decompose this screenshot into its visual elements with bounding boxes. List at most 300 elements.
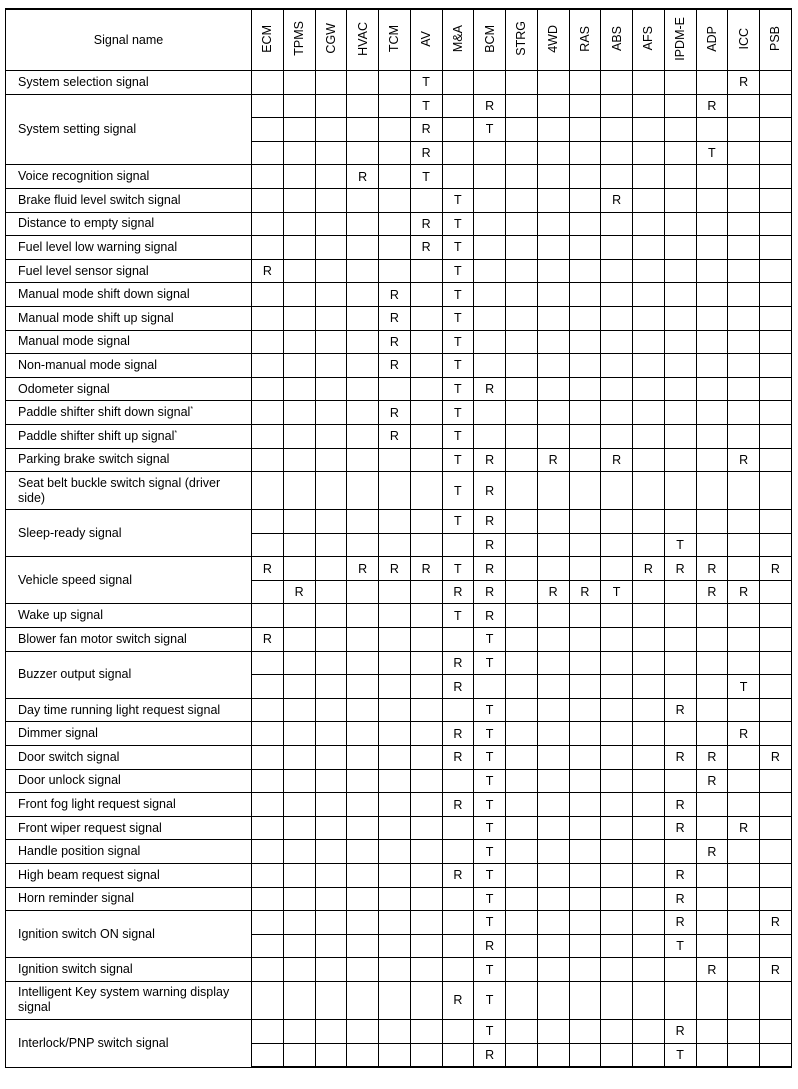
signal-cell: [601, 510, 633, 534]
signal-cell: [347, 424, 379, 448]
signal-cell: [252, 354, 284, 378]
signal-cell: T: [474, 840, 506, 864]
signal-cell: [569, 401, 601, 425]
signal-cell: [601, 1019, 633, 1043]
signal-cell: [379, 141, 411, 165]
signal-cell: [696, 651, 728, 675]
signal-cell: [569, 424, 601, 448]
signal-cell: [569, 1019, 601, 1043]
signal-cell: [506, 448, 538, 472]
signal-cell: [760, 840, 792, 864]
signal-cell: [664, 424, 696, 448]
signal-cell: [601, 958, 633, 982]
signal-cell: R: [696, 840, 728, 864]
signal-cell: R: [760, 557, 792, 581]
signal-cell: [506, 864, 538, 888]
signal-cell: [283, 330, 315, 354]
signal-name: Buzzer output signal: [18, 667, 132, 682]
signal-cell: [633, 911, 665, 935]
signal-cell: [442, 533, 474, 557]
signal-cell: [410, 911, 442, 935]
signal-cell: R: [379, 354, 411, 378]
signal-cell: [379, 628, 411, 652]
signal-cell: [760, 188, 792, 212]
signal-cell: [315, 1019, 347, 1043]
signal-cell: [633, 401, 665, 425]
signal-cell: [760, 816, 792, 840]
signal-cell: [283, 283, 315, 307]
signal-cell: [252, 722, 284, 746]
signal-cell: [664, 769, 696, 793]
column-header: [760, 9, 792, 71]
signal-cell: [252, 1019, 284, 1043]
signal-cell: T: [474, 1019, 506, 1043]
signal-cell: [506, 698, 538, 722]
signal-cell: R: [379, 401, 411, 425]
signal-cell: R: [728, 448, 760, 472]
signal-cell: [442, 1019, 474, 1043]
signal-cell: R: [410, 141, 442, 165]
signal-cell: [760, 887, 792, 911]
signal-cell: [347, 651, 379, 675]
signal-cell: [379, 722, 411, 746]
signal-cell: [315, 377, 347, 401]
signal-cell: [633, 864, 665, 888]
signal-cell: [696, 793, 728, 817]
signal-cell: [506, 510, 538, 534]
signal-cell: [379, 934, 411, 958]
signal-cell: [410, 472, 442, 510]
signal-cell: [569, 1043, 601, 1067]
signal-cell: [696, 604, 728, 628]
signal-cell: [760, 165, 792, 189]
signal-cell: T: [442, 377, 474, 401]
signal-cell: [696, 864, 728, 888]
signal-cell: [315, 911, 347, 935]
signal-cell: [252, 698, 284, 722]
signal-cell: [537, 533, 569, 557]
signal-cell: [696, 816, 728, 840]
signal-cell: [252, 424, 284, 448]
signal-cell: [252, 580, 284, 604]
signal-cell: [283, 675, 315, 699]
column-header-label: ECM: [260, 24, 275, 53]
signal-cell: [379, 377, 411, 401]
signal-cell: [315, 793, 347, 817]
signal-name: Blower fan motor switch signal: [18, 631, 187, 646]
signal-cell: [379, 212, 411, 236]
signal-cell: T: [664, 533, 696, 557]
signal-cell: [760, 628, 792, 652]
signal-name-cell: [6, 165, 252, 189]
signal-cell: [696, 1019, 728, 1043]
signal-cell: [633, 1019, 665, 1043]
signal-cell: [410, 958, 442, 982]
signal-cell: [696, 675, 728, 699]
signal-cell: [252, 1043, 284, 1067]
signal-name: Interlock/PNP switch signal: [18, 1035, 169, 1050]
column-header: [474, 9, 506, 71]
signal-cell: [537, 1019, 569, 1043]
signal-cell: [252, 934, 284, 958]
signal-cell: [633, 769, 665, 793]
signal-cell: R: [696, 94, 728, 118]
signal-cell: [442, 118, 474, 142]
signal-cell: [537, 746, 569, 770]
signal-cell: [347, 911, 379, 935]
signal-cell: [410, 864, 442, 888]
signal-cell: [347, 533, 379, 557]
signal-cell: [315, 533, 347, 557]
signal-cell: [474, 306, 506, 330]
signal-cell: [283, 306, 315, 330]
signal-cell: [633, 675, 665, 699]
signal-cell: [569, 330, 601, 354]
signal-cell: [315, 283, 347, 307]
signal-cell: [315, 330, 347, 354]
signal-cell: [760, 651, 792, 675]
signal-cell: [696, 722, 728, 746]
signal-cell: [347, 510, 379, 534]
signal-cell: [601, 604, 633, 628]
signal-cell: R: [410, 236, 442, 260]
signal-cell: [474, 283, 506, 307]
signal-cell: [410, 580, 442, 604]
signal-name-cell: [6, 212, 252, 236]
signal-cell: R: [664, 816, 696, 840]
signal-cell: [315, 510, 347, 534]
signal-cell: [569, 604, 601, 628]
signal-cell: [537, 981, 569, 1019]
signal-cell: [283, 840, 315, 864]
table-row: [6, 557, 792, 581]
signal-cell: [664, 141, 696, 165]
signal-cell: R: [474, 448, 506, 472]
signal-cell: T: [442, 212, 474, 236]
signal-name-cell: [6, 887, 252, 911]
signal-cell: [633, 141, 665, 165]
signal-cell: [633, 71, 665, 95]
signal-cell: [379, 236, 411, 260]
signal-cell: [442, 816, 474, 840]
signal-cell: [347, 71, 379, 95]
signal-cell: [664, 165, 696, 189]
table-row: [6, 816, 792, 840]
signal-name-cell: [6, 557, 252, 604]
signal-cell: R: [252, 628, 284, 652]
signal-cell: [633, 651, 665, 675]
table-row: [6, 840, 792, 864]
signal-cell: [252, 887, 284, 911]
signal-cell: [283, 236, 315, 260]
signal-cell: [633, 793, 665, 817]
signal-cell: [315, 628, 347, 652]
signal-cell: [252, 472, 284, 510]
signal-cell: [379, 188, 411, 212]
signal-cell: [696, 401, 728, 425]
signal-cell: [252, 448, 284, 472]
signal-cell: [315, 746, 347, 770]
signal-cell: [601, 840, 633, 864]
signal-cell: R: [728, 816, 760, 840]
signal-cell: [252, 675, 284, 699]
signal-cell: [728, 401, 760, 425]
signal-cell: [537, 94, 569, 118]
signal-cell: [633, 424, 665, 448]
signal-cell: T: [474, 651, 506, 675]
signal-cell: [760, 604, 792, 628]
signal-cell: [283, 188, 315, 212]
signal-cell: [728, 377, 760, 401]
signal-cell: T: [442, 188, 474, 212]
signal-cell: [537, 71, 569, 95]
signal-cell: [664, 283, 696, 307]
signal-cell: [347, 958, 379, 982]
signal-cell: [664, 448, 696, 472]
signal-cell: R: [379, 557, 411, 581]
signal-cell: [410, 533, 442, 557]
signal-cell: [347, 722, 379, 746]
signal-cell: [506, 604, 538, 628]
signal-cell: [506, 424, 538, 448]
signal-name-cell: [6, 1019, 252, 1067]
signal-cell: [506, 94, 538, 118]
signal-cell: [347, 769, 379, 793]
table-row: [6, 510, 792, 534]
signal-name: Distance to empty signal: [18, 216, 155, 231]
signal-cell: [410, 840, 442, 864]
signal-cell: [474, 259, 506, 283]
signal-cell: [664, 675, 696, 699]
signal-cell: [728, 259, 760, 283]
column-header-label: AV: [419, 30, 434, 47]
table-row: [6, 212, 792, 236]
signal-cell: R: [696, 746, 728, 770]
signal-name-cell: [6, 401, 252, 425]
signal-cell: [696, 628, 728, 652]
signal-cell: [537, 651, 569, 675]
signal-cell: [506, 887, 538, 911]
signal-name: Front wiper request signal: [18, 820, 162, 835]
signal-cell: [315, 71, 347, 95]
signal-cell: [474, 141, 506, 165]
signal-cell: [537, 283, 569, 307]
signal-cell: [506, 557, 538, 581]
signal-cell: [664, 259, 696, 283]
signal-cell: [442, 141, 474, 165]
signal-cell: [506, 746, 538, 770]
signal-cell: [252, 401, 284, 425]
signal-cell: R: [442, 651, 474, 675]
signal-cell: [569, 816, 601, 840]
signal-cell: [728, 557, 760, 581]
signal-cell: [506, 911, 538, 935]
signal-cell: [347, 1043, 379, 1067]
table-row: [6, 424, 792, 448]
signal-cell: [633, 958, 665, 982]
signal-cell: [537, 188, 569, 212]
signal-cell: [283, 212, 315, 236]
signal-name: Parking brake switch signal: [18, 452, 170, 467]
signal-cell: [252, 510, 284, 534]
signal-cell: [569, 188, 601, 212]
signal-cell: [410, 188, 442, 212]
signal-cell: [410, 816, 442, 840]
signal-cell: [569, 746, 601, 770]
signal-cell: [410, 283, 442, 307]
signal-cell: [601, 911, 633, 935]
signal-cell: R: [379, 424, 411, 448]
signal-cell: [696, 911, 728, 935]
signal-cell: [601, 769, 633, 793]
signal-cell: [633, 887, 665, 911]
signal-cell: [347, 212, 379, 236]
signal-cell: [379, 71, 411, 95]
signal-cell: [283, 557, 315, 581]
signal-cell: T: [442, 259, 474, 283]
signal-cell: R: [696, 958, 728, 982]
signal-cell: [633, 604, 665, 628]
signal-cell: T: [442, 510, 474, 534]
signal-cell: [474, 71, 506, 95]
signal-cell: [569, 981, 601, 1019]
signal-cell: [601, 259, 633, 283]
column-header-label: M&A: [450, 24, 465, 53]
signal-cell: R: [728, 722, 760, 746]
signal-cell: [379, 816, 411, 840]
column-header-label: TPMS: [292, 21, 307, 56]
signal-cell: R: [474, 377, 506, 401]
column-header: [347, 9, 379, 71]
signal-cell: R: [537, 448, 569, 472]
signal-cell: [633, 236, 665, 260]
signal-cell: [252, 911, 284, 935]
column-header-label: 4WD: [546, 24, 561, 53]
signal-cell: [537, 1043, 569, 1067]
signal-cell: [728, 141, 760, 165]
signal-cell: [728, 746, 760, 770]
signal-name: Seat belt buckle switch signal (driver side): [18, 475, 221, 505]
signal-cell: [633, 981, 665, 1019]
signal-cell: [537, 628, 569, 652]
signal-cell: R: [760, 911, 792, 935]
table-row: [6, 71, 792, 95]
signal-cell: [283, 864, 315, 888]
signal-cell: [283, 118, 315, 142]
signal-cell: R: [410, 118, 442, 142]
signal-cell: [252, 981, 284, 1019]
signal-cell: [506, 118, 538, 142]
signal-name-cell: [6, 911, 252, 958]
signal-cell: [633, 472, 665, 510]
signal-cell: R: [474, 94, 506, 118]
signal-cell: [696, 1043, 728, 1067]
signal-cell: T: [442, 236, 474, 260]
signal-name-cell: [6, 816, 252, 840]
signal-cell: [569, 306, 601, 330]
table-row: [6, 1019, 792, 1043]
signal-cell: [760, 675, 792, 699]
signal-cell: [728, 510, 760, 534]
signal-cell: [506, 236, 538, 260]
signal-cell: [506, 675, 538, 699]
signal-cell: [347, 94, 379, 118]
signal-cell: [728, 1019, 760, 1043]
signal-cell: R: [569, 580, 601, 604]
signal-cell: [664, 377, 696, 401]
signal-cell: [379, 580, 411, 604]
signal-cell: [664, 472, 696, 510]
signal-cell: [760, 864, 792, 888]
signal-cell: [347, 401, 379, 425]
signal-cell: [696, 306, 728, 330]
signal-cell: [633, 188, 665, 212]
signal-cell: [283, 651, 315, 675]
signal-cell: R: [347, 557, 379, 581]
signal-cell: [410, 628, 442, 652]
signal-cell: [315, 864, 347, 888]
signal-cell: [728, 698, 760, 722]
signal-cell: T: [474, 746, 506, 770]
signal-cell: [315, 604, 347, 628]
signal-cell: [315, 840, 347, 864]
signal-cell: R: [442, 793, 474, 817]
signal-cell: [379, 651, 411, 675]
signal-cell: T: [474, 722, 506, 746]
signal-cell: [728, 793, 760, 817]
signal-cell: [347, 628, 379, 652]
signal-cell: R: [474, 934, 506, 958]
signal-cell: [537, 212, 569, 236]
signal-cell: [474, 675, 506, 699]
signal-cell: [347, 864, 379, 888]
signal-name: Wake up signal: [18, 608, 103, 623]
signal-cell: [506, 354, 538, 378]
signal-cell: [506, 722, 538, 746]
signal-cell: [537, 816, 569, 840]
signal-cell: [664, 306, 696, 330]
signal-cell: [537, 306, 569, 330]
signal-cell: [537, 141, 569, 165]
signal-cell: [760, 510, 792, 534]
signal-name-cell: [6, 472, 252, 510]
table-row: [6, 401, 792, 425]
signal-cell: R: [633, 557, 665, 581]
signal-cell: [569, 651, 601, 675]
signal-name: Day time running light request signal: [18, 702, 221, 717]
signal-cell: R: [728, 71, 760, 95]
signal-cell: [569, 259, 601, 283]
signal-cell: [728, 165, 760, 189]
signal-cell: [569, 354, 601, 378]
signal-cell: [474, 188, 506, 212]
signal-cell: [506, 533, 538, 557]
signal-cell: [537, 401, 569, 425]
signal-cell: T: [442, 424, 474, 448]
signal-cell: [601, 306, 633, 330]
signal-cell: [252, 236, 284, 260]
signal-name-cell: [6, 746, 252, 770]
signal-cell: [601, 887, 633, 911]
signal-cell: [379, 911, 411, 935]
signal-cell: [601, 330, 633, 354]
signal-cell: T: [474, 769, 506, 793]
signal-cell: T: [410, 94, 442, 118]
signal-name-cell: [6, 424, 252, 448]
signal-cell: [601, 212, 633, 236]
signal-cell: R: [442, 722, 474, 746]
signal-cell: [252, 769, 284, 793]
